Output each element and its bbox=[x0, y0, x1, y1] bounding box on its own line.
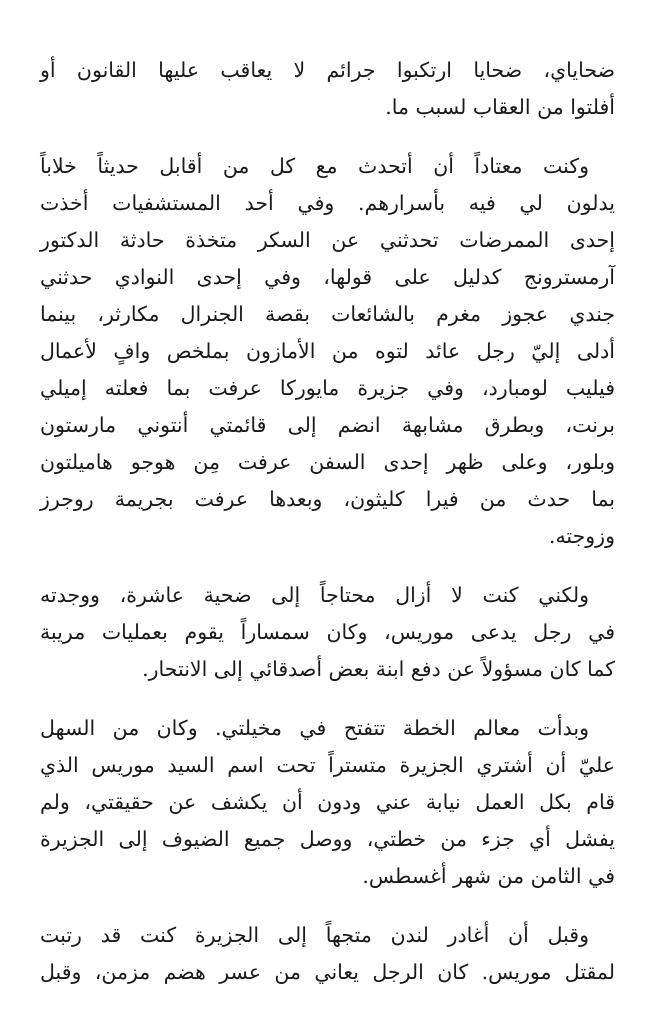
text-line: برنت، وبطرق مشابهة انضم إلى قائمتي أنتوني مارستون bbox=[40, 413, 615, 437]
text-line: أفلتوا من العقاب لسبب ما. bbox=[385, 95, 615, 119]
text-line: آرمسترونج كدليل على قولها، وفي إحدى النوادي حدثني bbox=[40, 265, 615, 289]
text-line: وبدأت معالم الخطة تتفتح في مخيلتي. وكان من السهل bbox=[40, 716, 589, 740]
text-line: جندي عجوز مغرم بالشائعات بقصة الجنرال مكارثر، بينما bbox=[40, 302, 615, 326]
paragraph-5 bbox=[40, 917, 615, 991]
text-line: ضحاياي، ضحايا ارتكبوا جرائم لا يعاقب عليها القانون أو bbox=[40, 58, 615, 82]
text-line: عليّ أن أشتري الجزيرة متستراً تحت اسم السيد موريس الذي bbox=[40, 753, 615, 777]
text-line: في الثامن من شهر أغسطس. bbox=[362, 864, 615, 888]
paragraph-2 bbox=[40, 148, 615, 555]
text-line: وكنت معتاداً أن أتحدث مع كل من أقابل حديثاً خلاباً bbox=[40, 154, 589, 178]
paragraph-3 bbox=[40, 577, 615, 688]
text-line: لمقتل موريس. كان الرجل يعاني من عسر هضم مزمن، وقبل bbox=[40, 960, 615, 984]
book-page bbox=[40, 52, 615, 1013]
text-line: أدلى إليّ رجل عائد لتوه من الأمازون بملخص وافٍ لأعمال bbox=[40, 339, 615, 363]
text-line: إحدى الممرضات تحدثني عن السكر متخذة حادثة الدكتور bbox=[40, 228, 615, 252]
text-line: قام بكل العمل نيابة عني ودون أن يكشف عن حقيقتي، ولم bbox=[40, 790, 615, 814]
text-line: بما حدث من فيرا كليثون، وبعدها عرفت بجريمة روجرز bbox=[40, 487, 615, 511]
text-line: في رجل يدعى موريس، وكان سمساراً يقوم بعمليات مريبة bbox=[40, 620, 615, 644]
text-line: وبلور، وعلى ظهر إحدى السفن عرفت مِن هوجو هاميلتون bbox=[40, 450, 615, 474]
paragraph-1 bbox=[40, 52, 615, 126]
text-line: وزوجته. bbox=[548, 524, 615, 548]
paragraph-4 bbox=[40, 710, 615, 895]
text-line: وقبل أن أغادر لندن متجهاً إلى الجزيرة كنت قد رتبت bbox=[40, 923, 589, 947]
text-line: ولكني كنت لا أزال محتاجاً إلى ضحية عاشرة، ووجدته bbox=[40, 583, 589, 607]
text-line: يفشل أي جزء من خطتي، ووصل جميع الضيوف إلى الجزيرة bbox=[40, 827, 615, 851]
text-line: كما كان مسؤولاً عن دفع ابنة بعض أصدقائي إلى الانتحار. bbox=[142, 657, 615, 681]
text-line: يدلون لي فيه بأسرارهم. وفي أحد المستشفيات أخذت bbox=[40, 191, 615, 215]
text-line: فيليب لومبارد، وفي جزيرة مايوركا عرفت بما فعلته إميلي bbox=[40, 376, 615, 400]
